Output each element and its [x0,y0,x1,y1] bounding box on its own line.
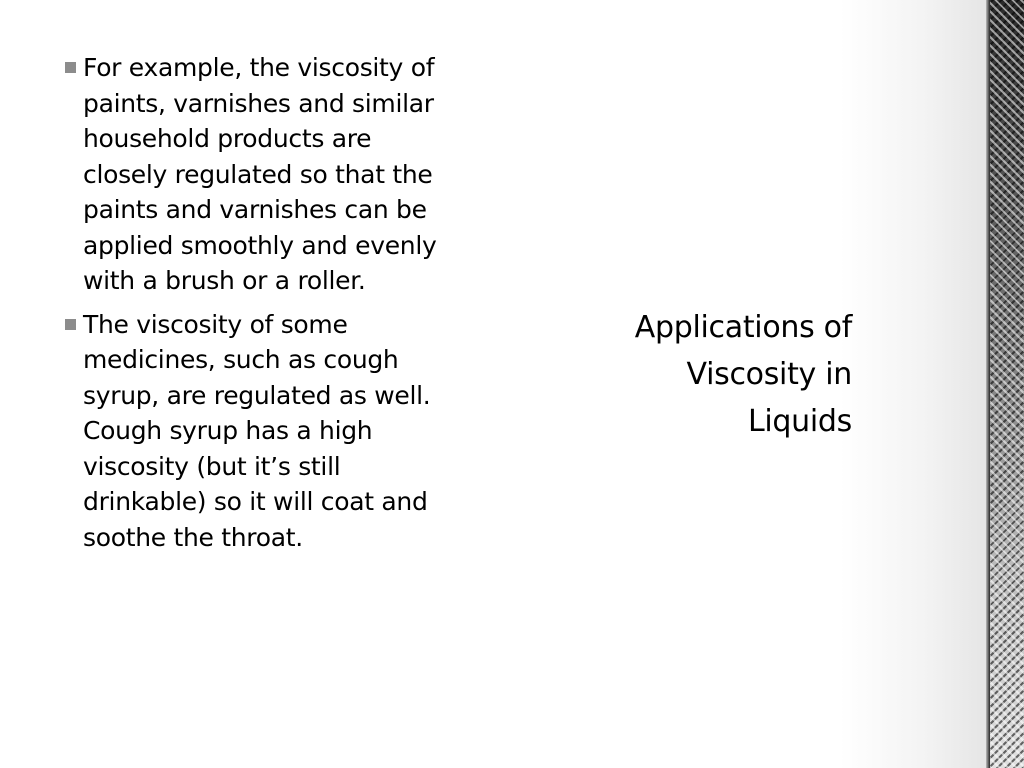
slide-title-line: Viscosity in [686,357,852,392]
square-bullet-icon [65,319,76,330]
bullet-item [62,307,458,556]
slide-title [560,304,852,445]
decorative-side-band [990,0,1024,768]
slide-title-line: Applications of [634,310,852,345]
bullet-text: For example, the viscosity of paints, varnishes and similar household products are closely regulated so that the paints and varnishes can be applied smoothly and evenly with a brush or a roller. [83,53,437,295]
bullet-list [62,50,458,563]
bullet-text: The viscosity of some medicines, such as cough syrup, are regulated as well. Cough syrup has a high viscosity (but it’s still drinkable) so it will coat and soothe the throat. [83,309,431,552]
bullet-item [62,50,458,299]
slide-title-line: Liquids [747,404,852,439]
square-bullet-icon [65,62,76,73]
